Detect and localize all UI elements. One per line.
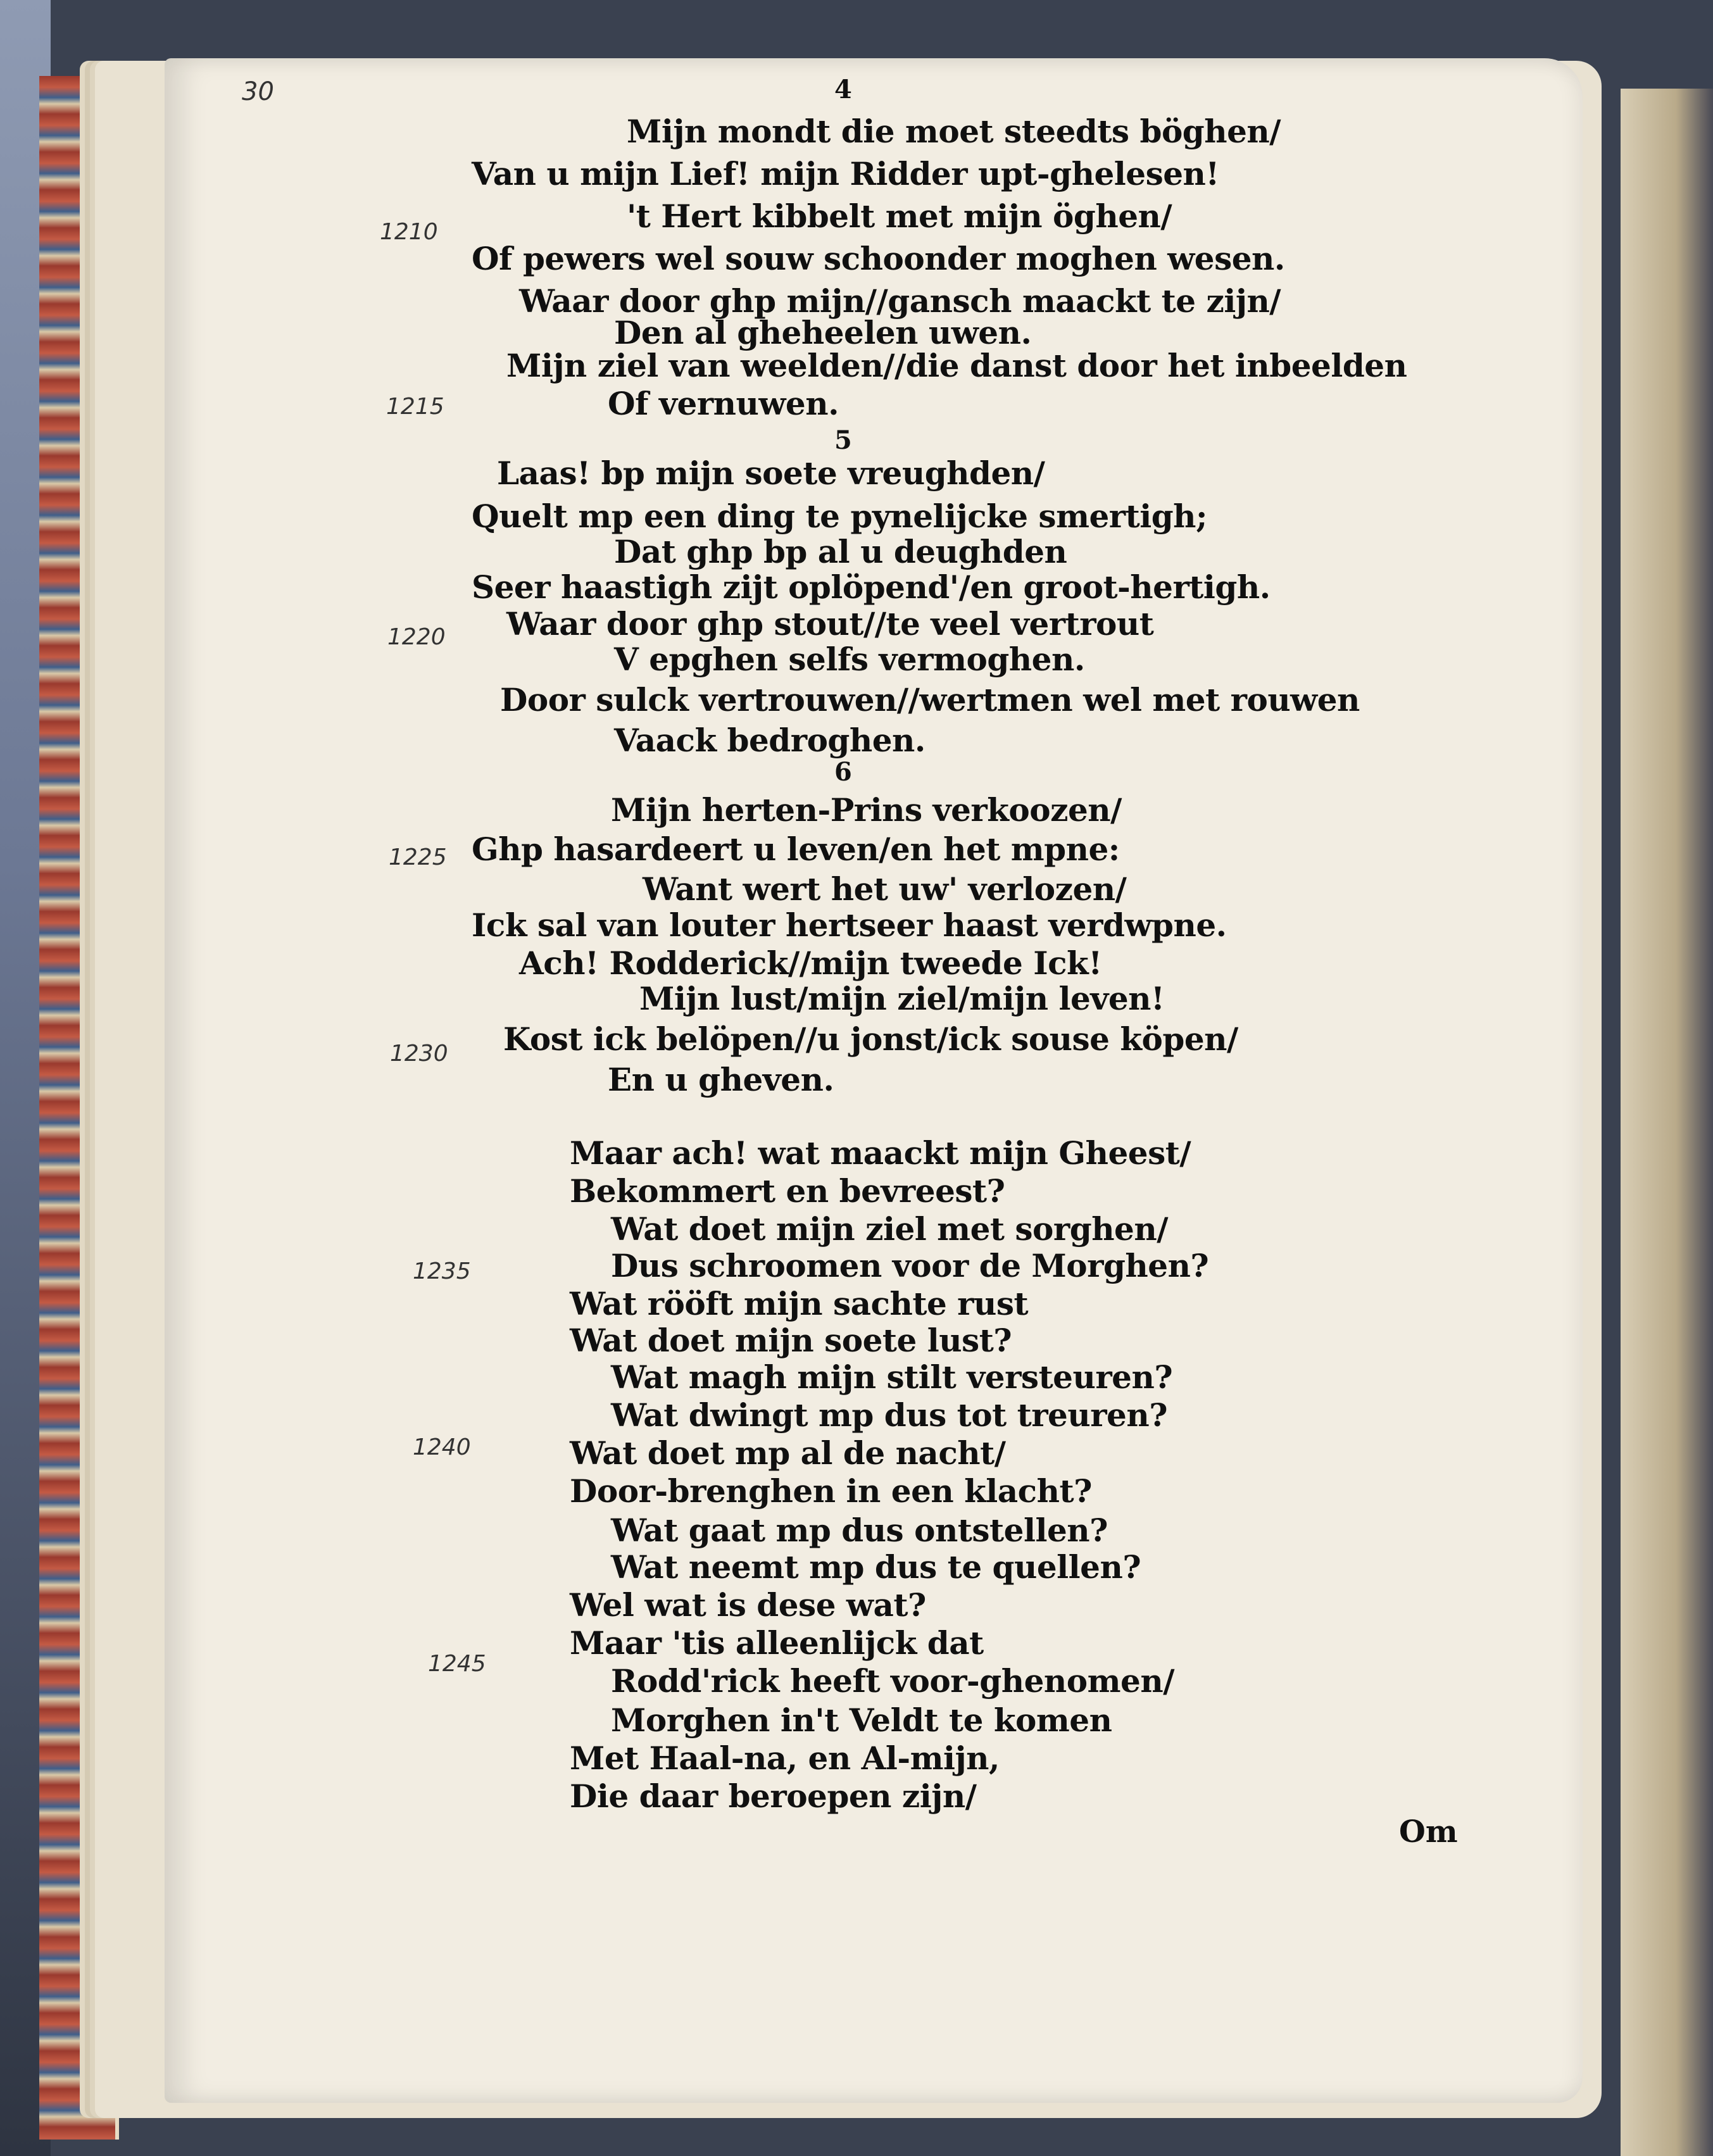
facing-page-edge bbox=[1621, 89, 1713, 2156]
margin-line-number: 1235 bbox=[413, 1258, 471, 1284]
margin-line-number: 1230 bbox=[390, 1041, 448, 1067]
verse-line: Vaack bedroghen. bbox=[614, 722, 926, 759]
verse-line: Of vernuwen. bbox=[608, 385, 839, 422]
verse-line: Dus schroomen voor de Morghen? bbox=[611, 1247, 1209, 1284]
verse-line: Rodd'rick heeft voor-ghenomen/ bbox=[611, 1662, 1174, 1700]
verse-line: 't Hert kibbelt met mijn öghen/ bbox=[627, 197, 1172, 235]
verse-line: V epghen selfs vermoghen. bbox=[614, 641, 1085, 678]
verse-line: Of pewers wel souw schoonder moghen wesen. bbox=[472, 240, 1285, 277]
folio-number: 30 bbox=[242, 77, 274, 106]
verse-line: Mijn ziel van weelden//die danst door het inbeelden bbox=[506, 347, 1407, 384]
verse-line: Kost ick belöpen//u jonst/ick souse köpen/ bbox=[503, 1020, 1238, 1058]
verse-line: Maar 'tis alleenlijck dat bbox=[570, 1624, 984, 1662]
margin-line-number: 1210 bbox=[380, 219, 438, 245]
verse-line: Ick sal van louter hertseer haast verdwpne. bbox=[472, 906, 1227, 944]
verse-line: Wat doet mp al de nacht/ bbox=[570, 1434, 1006, 1472]
verse-line: Morghen in't Veldt te komen bbox=[611, 1702, 1112, 1739]
verse-line: Seer haastigh zijt oplöpend'/en groot-hertigh. bbox=[472, 568, 1271, 606]
verse-line: Wat rööft mijn sachte rust bbox=[570, 1285, 1029, 1322]
verse-line: Waar door ghp stout//te veel vertrout bbox=[506, 605, 1154, 642]
verse-line: Wel wat is dese wat? bbox=[570, 1586, 926, 1624]
verse-line: Maar ach! wat maackt mijn Gheest/ bbox=[570, 1134, 1191, 1172]
verse-line: Wat magh mijn stilt versteuren? bbox=[611, 1358, 1173, 1396]
margin-line-number: 1215 bbox=[386, 394, 444, 420]
verse-line: Bekommert en bevreest? bbox=[570, 1172, 1005, 1210]
stanza-number: 4 bbox=[834, 75, 852, 104]
verse-line: En u gheven. bbox=[608, 1061, 834, 1098]
verse-line: Wat doet mijn ziel met sorghen/ bbox=[611, 1210, 1168, 1248]
verse-line: Mijn lust/mijn ziel/mijn leven! bbox=[639, 980, 1165, 1017]
margin-line-number: 1225 bbox=[389, 844, 447, 870]
verse-line: Want wert het uw' verlozen/ bbox=[643, 870, 1127, 908]
verse-line: Wat neemt mp dus te quellen? bbox=[611, 1548, 1141, 1586]
margin-line-number: 1220 bbox=[387, 624, 446, 650]
verse-line: Van u mijn Lief! mijn Ridder upt-ghelesen! bbox=[472, 155, 1219, 192]
verse-line: Den al gheheelen uwen. bbox=[614, 314, 1032, 351]
stanza-number: 6 bbox=[834, 757, 852, 787]
stanza-number: 5 bbox=[834, 425, 852, 455]
verse-line: Wat gaat mp dus ontstellen? bbox=[611, 1512, 1108, 1549]
verse-line: Met Haal-na, en Al-mijn, bbox=[570, 1739, 1000, 1777]
verse-line: Mijn herten-Prins verkoozen/ bbox=[611, 791, 1122, 829]
verse-line: Waar door ghp mijn//gansch maackt te zijn/ bbox=[519, 282, 1281, 320]
verse-line: Door-brenghen in een klacht? bbox=[570, 1472, 1092, 1510]
verse-line: Dat ghp bp al u deughden bbox=[614, 533, 1067, 570]
verse-line: Wat dwingt mp dus tot treuren? bbox=[611, 1396, 1168, 1434]
verse-line: Ach! Rodderick//mijn tweede Ick! bbox=[519, 944, 1102, 982]
margin-line-number: 1240 bbox=[413, 1434, 471, 1460]
verse-line: Die daar beroepen zijn/ bbox=[570, 1777, 977, 1815]
verse-line: Wat doet mijn soete lust? bbox=[570, 1322, 1012, 1359]
verse-line: Door sulck vertrouwen//wertmen wel met rouwen bbox=[500, 681, 1360, 718]
catchword: Om bbox=[1399, 1814, 1458, 1850]
verse-line: Quelt mp een ding te pynelijcke smertigh; bbox=[472, 498, 1207, 535]
verse-line: Laas! bp mijn soete vreughden/ bbox=[497, 454, 1045, 492]
verse-line: Mijn mondt die moet steedts böghen/ bbox=[627, 113, 1281, 150]
margin-line-number: 1245 bbox=[428, 1651, 486, 1677]
verse-line: Ghp hasardeert u leven/en het mpne: bbox=[472, 830, 1120, 868]
